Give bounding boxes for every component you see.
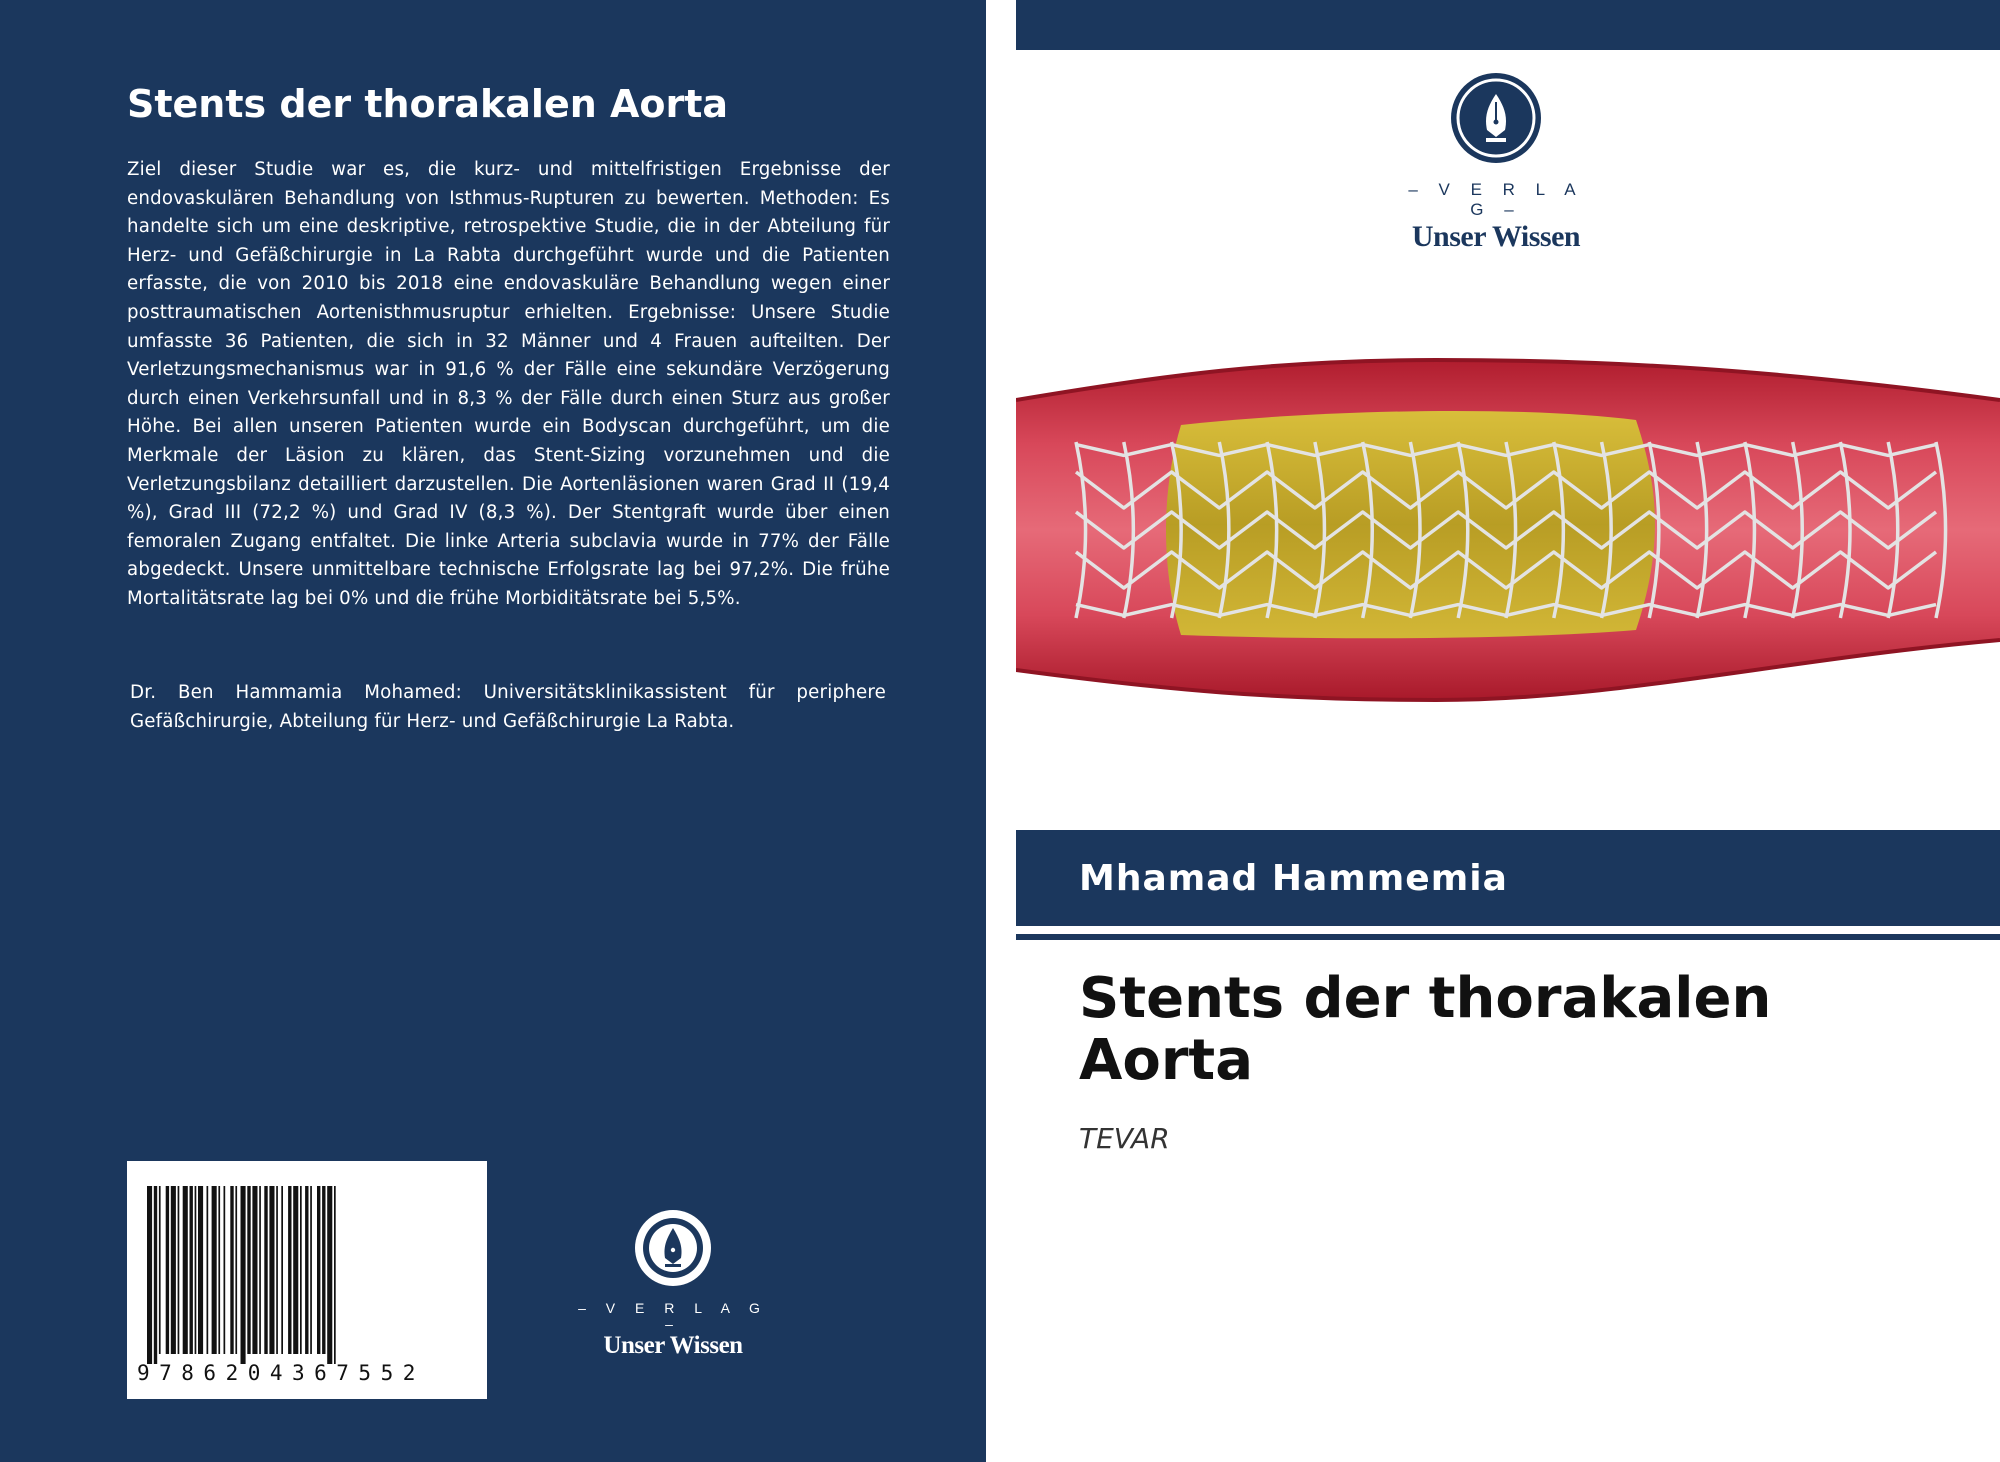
publisher-name: Unser Wissen bbox=[603, 1332, 743, 1359]
author-band-rule bbox=[1016, 934, 2000, 940]
publisher-logo-front bbox=[1396, 72, 1596, 254]
author-band bbox=[1016, 830, 2000, 926]
publisher-name: Unser Wissen bbox=[1411, 220, 1581, 253]
back-cover bbox=[0, 0, 986, 1462]
stent-in-artery-illustration bbox=[1016, 340, 2000, 710]
author-biography: Dr. Ben Hammamia Mohamed: Universitätsklinikassistent für periphere Gefäßchirurgie, Abteilung für Herz- und Gefäßchirurgie La Rabta. bbox=[130, 682, 886, 732]
spine bbox=[986, 0, 1016, 1462]
fountain-pen-nib-icon bbox=[1450, 72, 1542, 164]
front-top-bar bbox=[1016, 0, 2000, 50]
isbn-digits: 9786204367552 bbox=[137, 1361, 425, 1385]
barcode-icon bbox=[147, 1186, 467, 1366]
publisher-logo-back bbox=[573, 1208, 773, 1360]
isbn-barcode bbox=[127, 1161, 487, 1399]
front-cover-title: Stents der thorakalen Aorta bbox=[1079, 966, 1772, 1093]
author-name: Mhamad Hammemia bbox=[1079, 858, 1508, 899]
fountain-pen-nib-icon bbox=[633, 1208, 713, 1288]
publisher-verlag-label: – V E R L A G – bbox=[578, 1300, 768, 1332]
publisher-verlag-label: – V E R L A G – bbox=[1408, 180, 1584, 219]
back-cover-title: Stents der thorakalen Aorta bbox=[127, 82, 729, 126]
front-cover-subtitle: TEVAR bbox=[1079, 1122, 1170, 1155]
back-cover-abstract: Ziel dieser Studie war es, die kurz- und mittelfristigen Ergebnisse der endovaskulären Behandlung von Isthmus-Rupturen zu bewerten. Methoden: Es handelte sich um eine deskriptive, retrospektive Studie, die in der Abteilung für Herz- und Gefäßchirurgie in La Rabta durchgeführt wurde und die Patienten erfasste, die von 2010 bis 2018 eine endovaskuläre Behandlung wegen einer posttraumatischen Aortenisthmusruptur erhielten. Ergebnisse: Unsere Studie umfasste 36 Patienten, die sich in 32 Männer und 4 Frauen aufteilten. Der Verletzungsmechanismus war in 91,6 % der Fälle eine sekundäre Verzögerung durch einen Verkehrsunfall und in 8,3 % der Fälle durch einen Sturz aus großer Höhe. Bei allen unseren Patienten wurde ein Bodyscan durchgeführt, um die Merkmale der Läsion zu klären, das Stent-Sizing vorzunehmen und die Verletzungsbilanz detailliert darzustellen. Die Aortenläsionen waren Grad II (19,4 %), Grad III (72,2 %) und Grad IV (8,3 %). Der Stentgraft wurde über einen femoralen Zugang entfaltet. Die linke Arteria subclavia wurde in 77% der Fälle abgedeckt. Unsere unmittelbare technische Erfolgsrate lag bei 97,2%. Die frühe Mortalitätsrate lag bei 0% und die frühe Morbiditätsrate bei 5,5%. bbox=[127, 159, 890, 609]
